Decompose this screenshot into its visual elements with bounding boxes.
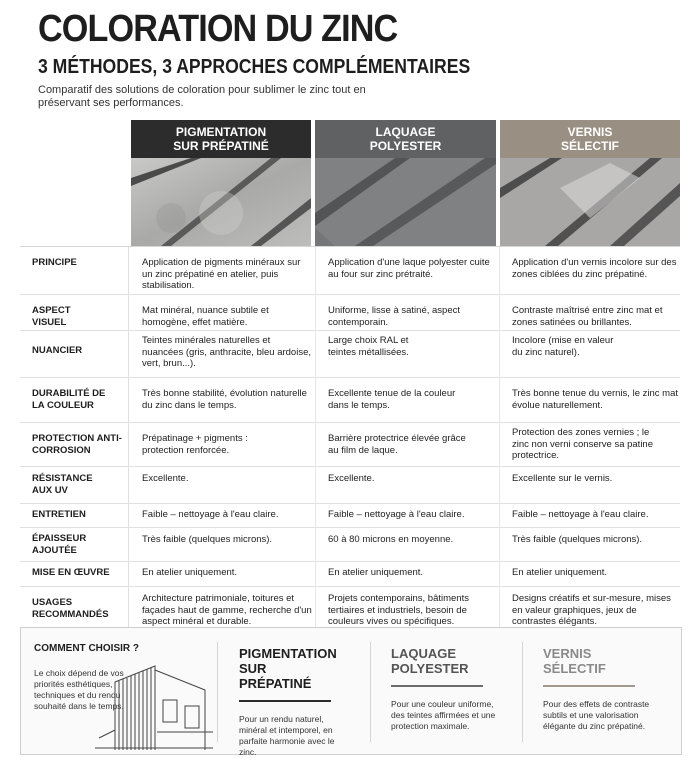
row-label: ASPECT VISUEL (32, 305, 71, 328)
table-row-mise-en-oeuvre (20, 562, 680, 587)
column-title: PIGMENTATION SUR PRÉPATINÉ (173, 125, 269, 153)
cell-vernis: En atelier uniquement. (512, 567, 608, 578)
cell-laquage: 60 à 80 microns en moyenne. (328, 534, 454, 545)
choice-description: Pour des effets de contraste subtils et une valorisation élégante du zinc prépatiné. (543, 699, 650, 731)
how-to-choose-text: Le choix dépend de vos priorités esthétiques, techniques et du rendu souhaité dans le temps. (34, 668, 124, 711)
cell-laquage: Projets contemporains, bâtiments tertiaires et industriels, besoin de couleurs vives ou spécifiques. (328, 593, 469, 627)
intro-text: Comparatif des solutions de coloration pour sublimer le zinc tout en préservant ses performances. (38, 84, 366, 109)
cell-laquage: Excellente. (328, 473, 375, 484)
cell-vernis: Très faible (quelques microns). (512, 534, 643, 545)
table-row-resistance (20, 467, 680, 504)
cell-laquage: Large choix RAL et teintes métallisées. (328, 335, 409, 358)
table-row-aspect (20, 295, 680, 331)
page-title: COLORATION DU ZINC (38, 8, 398, 50)
row-label: PRINCIPE (32, 257, 77, 268)
choice-pigmentation (239, 646, 369, 758)
table-row-protection (20, 423, 680, 467)
choice-description: Pour un rendu naturel, minéral et intemporel, en parfaite harmonie avec le zinc. (239, 714, 335, 757)
cell-vernis: Faible – nettoyage à l'eau claire. (512, 509, 649, 520)
cell-vernis: Contraste maîtrisé entre zinc mat et zones satinées ou brillantes. (512, 305, 663, 328)
cell-pigmentation: Prépatinage + pigments : protection renforcée. (142, 433, 248, 456)
table-row-nuancier (20, 331, 680, 378)
laquage-texture-image (315, 158, 496, 246)
cell-vernis: Protection des zones vernies ; le zinc non verni conserve sa patine protectrice. (512, 427, 653, 461)
cell-pigmentation: Excellente. (142, 473, 189, 484)
cell-pigmentation: Mat minéral, nuance subtile et homogène, effet matière. (142, 305, 269, 328)
cell-vernis: Excellente sur le vernis. (512, 473, 613, 484)
cell-pigmentation: Très faible (quelques microns). (142, 534, 273, 545)
choice-laquage (391, 646, 521, 732)
column-title: LAQUAGE POLYESTER (369, 125, 442, 153)
vernis-texture-image (500, 158, 680, 246)
column-header-pigmentation (131, 120, 311, 158)
choice-description: Pour une couleur uniforme, des teintes affirmées et une protection maximale. (391, 699, 496, 731)
how-to-choose-panel (20, 627, 682, 755)
comparison-table (20, 246, 680, 639)
choice-title: LAQUAGE POLYESTER (391, 646, 469, 676)
choice-title: VERNIS SÉLECTIF (543, 646, 606, 676)
row-label: USAGES RECOMMANDÉS (32, 597, 109, 620)
row-label: ÉPAISSEUR AJOUTÉE (32, 533, 87, 556)
table-row-epaisseur (20, 528, 680, 562)
column-header-laquage (315, 120, 496, 158)
cell-vernis: Incolore (mise en valeur du zinc naturel). (512, 335, 614, 358)
cell-vernis: Application d'un vernis incolore sur des zones ciblées du zinc prépatiné. (512, 257, 677, 280)
cell-pigmentation: Application de pigments minéraux sur un zinc prépatiné en atelier, puis stabilisation. (142, 257, 301, 291)
column-header-vernis (500, 120, 680, 158)
page-subtitle: 3 MÉTHODES, 3 APPROCHES COMPLÉMENTAIRES (38, 56, 471, 78)
cell-laquage: Excellente tenue de la couleur dans le temps. (328, 388, 456, 411)
table-row-principe (20, 247, 680, 295)
cell-pigmentation: Faible – nettoyage à l'eau claire. (142, 509, 279, 520)
row-label: ENTRETIEN (32, 509, 86, 520)
how-to-choose-title: COMMENT CHOISIR ? (34, 643, 139, 654)
cell-pigmentation: Très bonne stabilité, évolution naturelle du zinc dans le temps. (142, 388, 307, 411)
choice-title: PIGMENTATION SUR PRÉPATINÉ (239, 646, 337, 691)
cell-laquage: Faible – nettoyage à l'eau claire. (328, 509, 465, 520)
row-label: DURABILITÉ DE LA COULEUR (32, 388, 106, 411)
row-label: RÉSISTANCE AUX UV (32, 473, 93, 496)
row-label: PROTECTION ANTI-CORROSION (32, 433, 122, 456)
table-row-durabilite (20, 378, 680, 423)
cell-vernis: Très bonne tenue du vernis, le zinc mat évolue naturellement. (512, 388, 678, 411)
choice-vernis (543, 646, 673, 732)
cell-pigmentation: Teintes minérales naturelles et nuancées (gris, anthracite, bleu ardoise, vert, brun...). (142, 335, 311, 369)
column-title: VERNIS SÉLECTIF (560, 125, 619, 153)
cell-pigmentation: En atelier uniquement. (142, 567, 238, 578)
row-label: NUANCIER (32, 345, 83, 356)
row-label: MISE EN ŒUVRE (32, 567, 110, 578)
table-row-entretien (20, 504, 680, 528)
cell-laquage: En atelier uniquement. (328, 567, 424, 578)
pigmentation-texture-image (131, 158, 311, 246)
cell-laquage: Uniforme, lisse à satiné, aspect contemporain. (328, 305, 461, 328)
cell-vernis: Designs créatifs et sur-mesure, mises en valeur graphiques, jeux de contrastes élégants. (512, 593, 671, 627)
cell-pigmentation: Architecture patrimoniale, toitures et façades haut de gamme, recherche d'un aspect minéral et durable. (142, 593, 312, 627)
cell-laquage: Barrière protectrice élevée grâce au film de laque. (328, 433, 466, 456)
building-illustration-icon (95, 660, 213, 750)
cell-laquage: Application d'une laque polyester cuite au four sur zinc prétraité. (328, 257, 490, 280)
